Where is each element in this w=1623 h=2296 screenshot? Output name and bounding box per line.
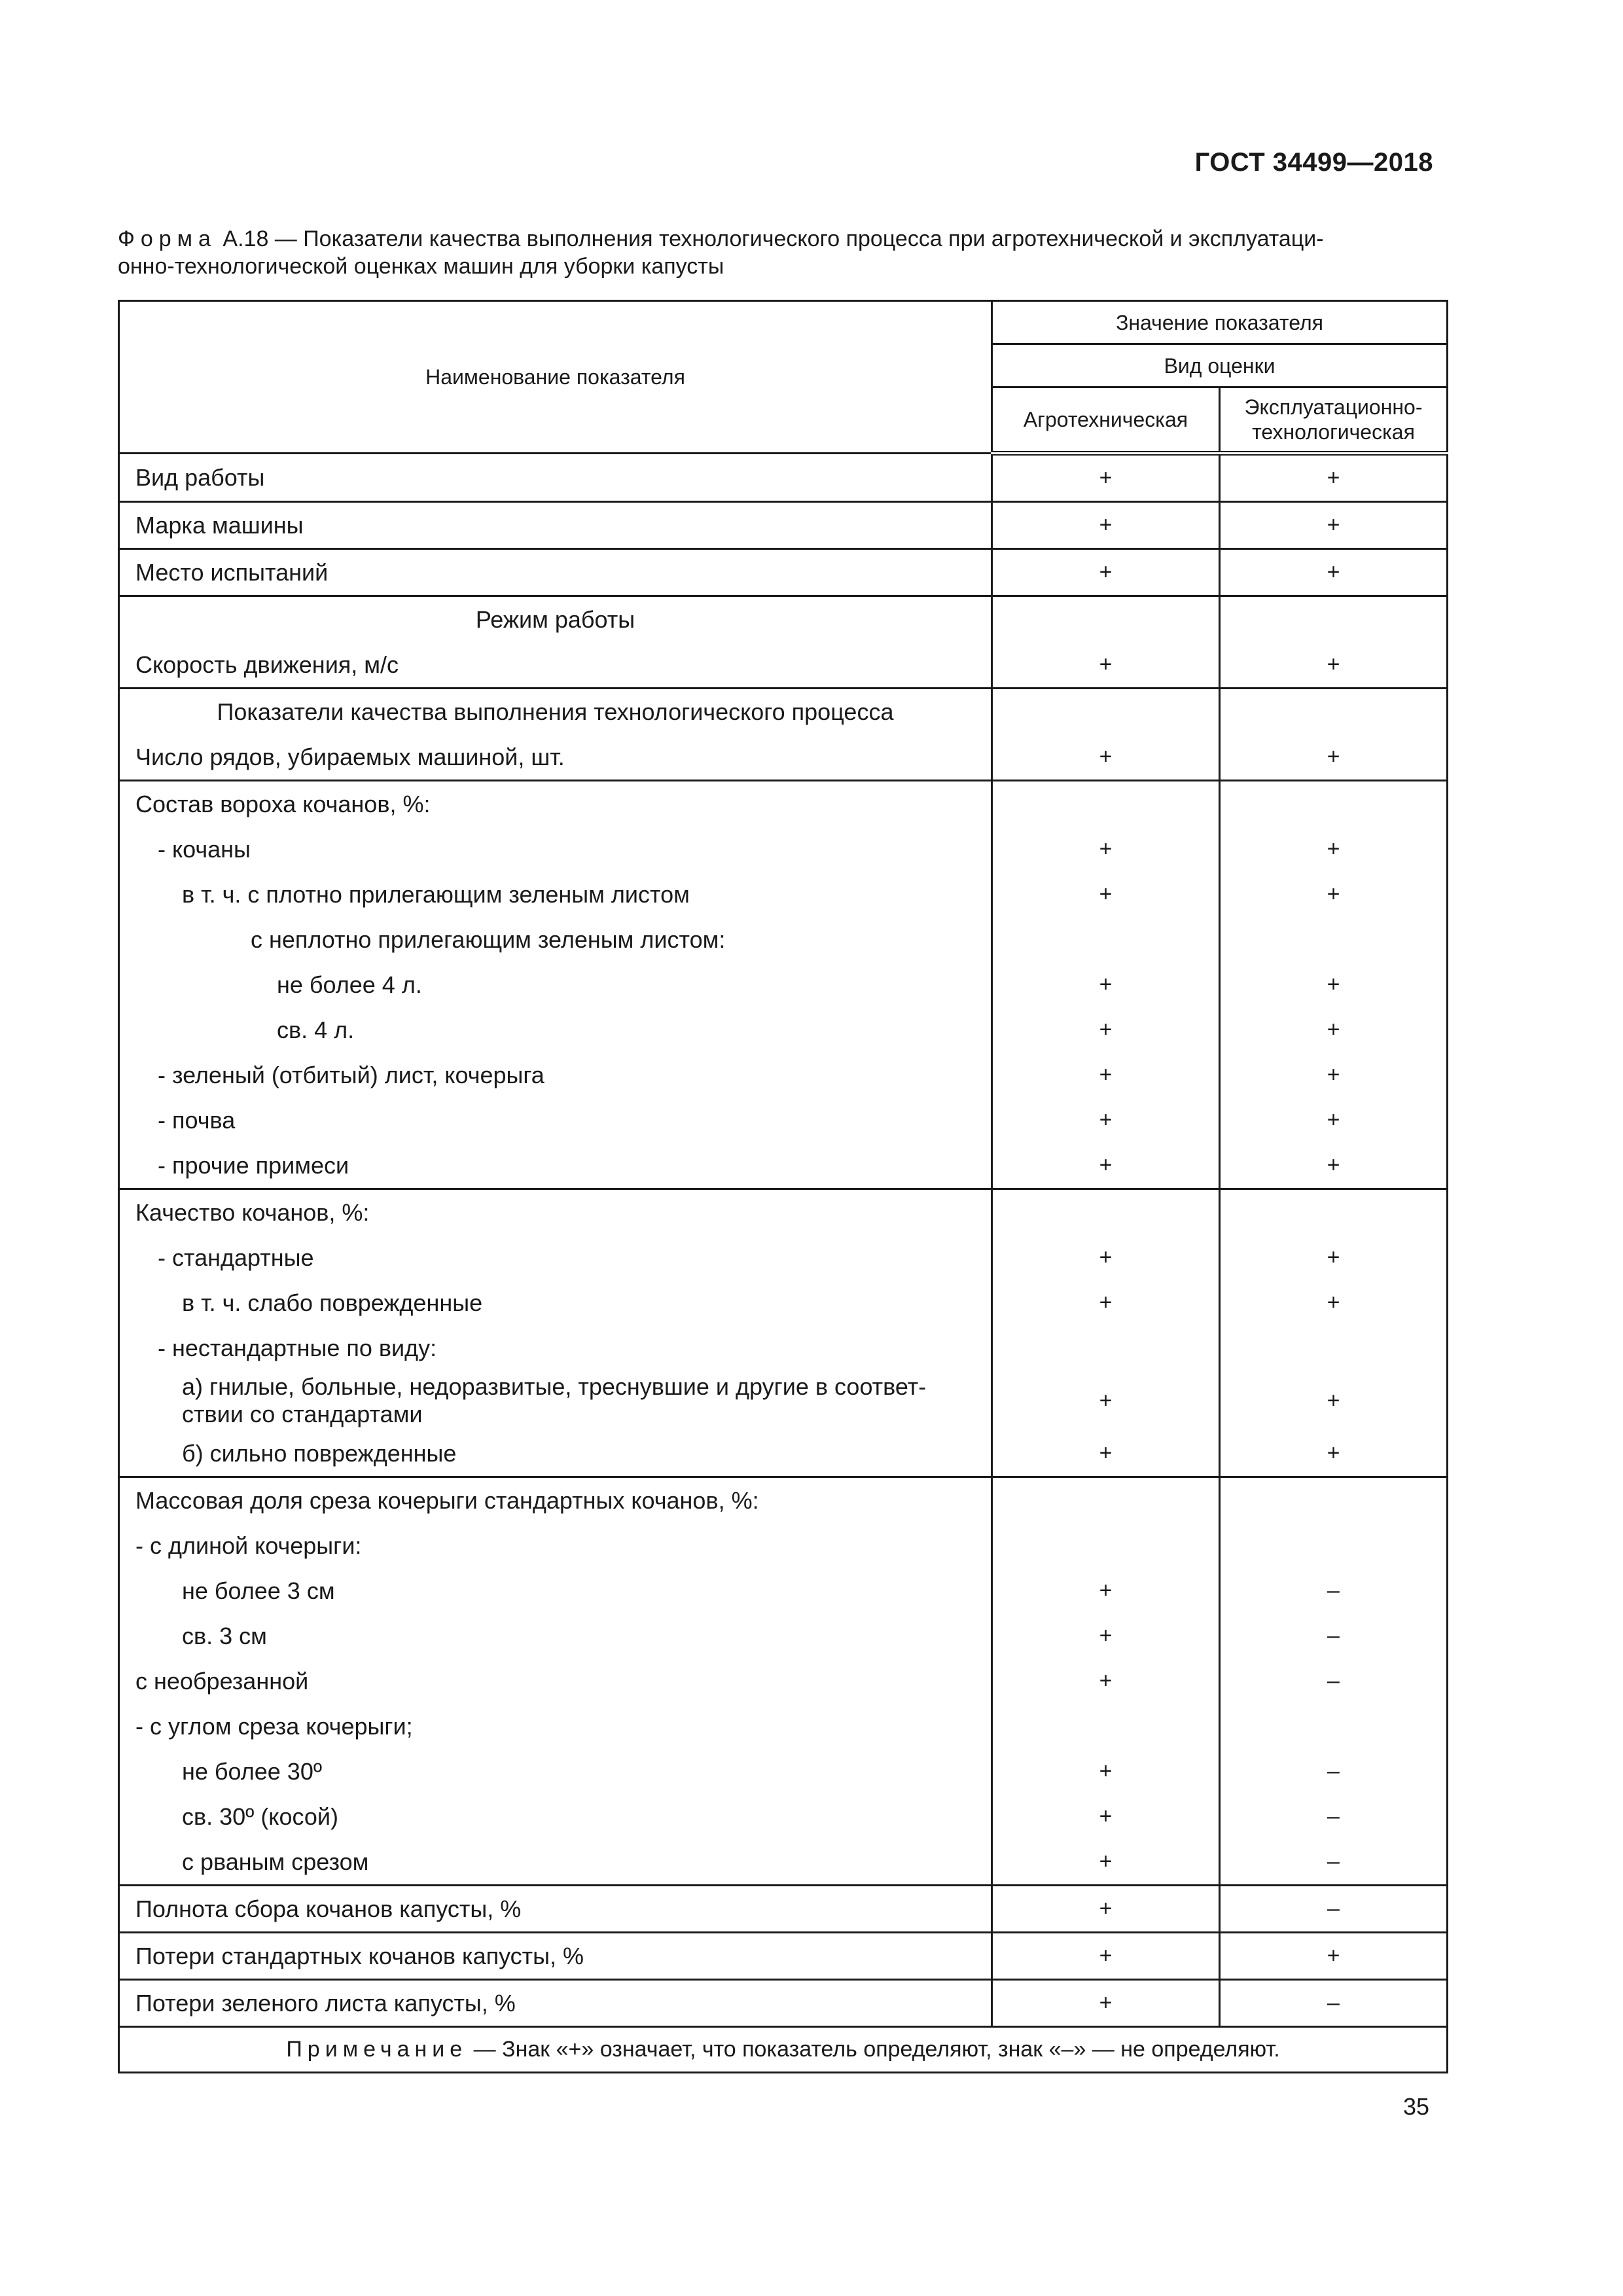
row-agro: +: [992, 642, 1220, 689]
document-code: ГОСТ 34499—2018: [1194, 148, 1433, 177]
row-agro: [992, 917, 1220, 962]
row-agro: +: [992, 502, 1220, 549]
table-row: [119, 1886, 1448, 1933]
row-name: Полнота сбора кочанов капусты, %: [119, 1886, 992, 1933]
row-expl: +: [1220, 1098, 1448, 1143]
row-agro: [992, 1189, 1220, 1236]
header-col-expl: [1220, 387, 1448, 454]
row-name: св. 4 л.: [119, 1007, 992, 1052]
table-row: [119, 1189, 1448, 1236]
table-note: [119, 2027, 1448, 2073]
section-heading: Показатели качества выполнения технологического процесса: [119, 689, 992, 735]
row-agro: +: [992, 1431, 1220, 1477]
table-row: [119, 1839, 1448, 1886]
row-agro: +: [992, 1933, 1220, 1980]
row-agro: +: [992, 1839, 1220, 1886]
table-row: [119, 642, 1448, 689]
table-row: [119, 827, 1448, 872]
table-row: [119, 1235, 1448, 1280]
caption-title: А.18 — Показатели качества выполнения технологического процесса при агротехнической и эксплуатаци-: [223, 226, 1324, 251]
row-agro: +: [992, 1568, 1220, 1613]
row-expl: +: [1220, 1933, 1448, 1980]
row-expl: [1220, 1704, 1448, 1749]
row-expl: +: [1220, 642, 1448, 689]
row-expl: +: [1220, 827, 1448, 872]
row-expl: +: [1220, 1371, 1448, 1431]
indicators-table: [118, 300, 1448, 2073]
row-agro: +: [992, 962, 1220, 1007]
section-heading: Режим работы: [119, 596, 992, 643]
row-name: с рваным срезом: [119, 1839, 992, 1886]
row-name-line2: ствии со стандартами: [182, 1401, 423, 1427]
row-expl: [1220, 781, 1448, 827]
form-caption: [118, 225, 1446, 280]
table-row: [119, 1568, 1448, 1613]
row-expl: –: [1220, 1794, 1448, 1839]
row-name: Массовая доля среза кочерыги стандартных кочанов, %:: [119, 1477, 992, 1524]
row-expl: [1220, 596, 1448, 643]
row-agro: [992, 596, 1220, 643]
table-row: [119, 917, 1448, 962]
row-name: в т. ч. слабо поврежденные: [119, 1280, 992, 1325]
table-row: [119, 1431, 1448, 1477]
row-name: - кочаны: [119, 827, 992, 872]
row-expl: [1220, 689, 1448, 735]
row-name: б) сильно поврежденные: [119, 1431, 992, 1477]
row-expl: –: [1220, 1613, 1448, 1659]
row-agro: +: [992, 1794, 1220, 1839]
row-agro: [992, 1325, 1220, 1371]
row-expl: +: [1220, 1143, 1448, 1189]
table-row: [119, 1749, 1448, 1794]
table-row: [119, 1477, 1448, 1524]
row-expl: –: [1220, 1568, 1448, 1613]
header-name-col: Наименование показателя: [119, 301, 992, 454]
caption-form-word: Форма: [118, 226, 217, 251]
table-row: [119, 1523, 1448, 1568]
row-expl: +: [1220, 872, 1448, 917]
table-row: [119, 872, 1448, 917]
row-agro: [992, 781, 1220, 827]
table-row: [119, 1098, 1448, 1143]
page-number: 35: [1402, 2093, 1429, 2120]
row-expl: –: [1220, 1980, 1448, 2027]
table-row: [119, 962, 1448, 1007]
row-name: - с углом среза кочерыги;: [119, 1704, 992, 1749]
table-row: [119, 454, 1448, 502]
row-agro: +: [992, 1749, 1220, 1794]
table-row: [119, 1371, 1448, 1431]
row-agro: [992, 1704, 1220, 1749]
table-row: [119, 1325, 1448, 1371]
row-name: - нестандартные по виду:: [119, 1325, 992, 1371]
row-name: [119, 1371, 992, 1431]
row-expl: +: [1220, 734, 1448, 781]
row-name: Потери стандартных кочанов капусты, %: [119, 1933, 992, 1980]
row-agro: +: [992, 1886, 1220, 1933]
table-row: [119, 734, 1448, 781]
row-agro: +: [992, 1613, 1220, 1659]
row-expl: –: [1220, 1839, 1448, 1886]
row-expl: +: [1220, 502, 1448, 549]
row-name: - зеленый (отбитый) лист, кочерыга: [119, 1052, 992, 1098]
row-name: не более 30º: [119, 1749, 992, 1794]
row-expl: –: [1220, 1886, 1448, 1933]
row-name: Скорость движения, м/с: [119, 642, 992, 689]
row-agro: +: [992, 1371, 1220, 1431]
row-name: с неплотно прилегающим зеленым листом:: [119, 917, 992, 962]
row-expl: –: [1220, 1659, 1448, 1704]
row-agro: +: [992, 1235, 1220, 1280]
row-expl: [1220, 1189, 1448, 1236]
row-expl: +: [1220, 1235, 1448, 1280]
header-col-expl-line1: Эксплуатационно-: [1244, 395, 1423, 419]
row-expl: [1220, 1325, 1448, 1371]
row-name: св. 3 см: [119, 1613, 992, 1659]
row-expl: +: [1220, 1052, 1448, 1098]
caption-title-line2: онно-технологической оценках машин для уборки капусты: [118, 254, 724, 279]
row-name: - прочие примеси: [119, 1143, 992, 1189]
note-row: [119, 2027, 1448, 2073]
row-expl: +: [1220, 549, 1448, 596]
table-row: [119, 1280, 1448, 1325]
row-agro: +: [992, 734, 1220, 781]
table-row: [119, 1143, 1448, 1189]
row-name: Марка машины: [119, 502, 992, 549]
note-word: Примечание: [286, 2037, 468, 2062]
table-row: [119, 596, 1448, 643]
table-row: [119, 1007, 1448, 1052]
row-name-line1: а) гнилые, больные, недоразвитые, треснувшие и другие в соответ-: [182, 1373, 927, 1400]
row-agro: +: [992, 1980, 1220, 2027]
row-agro: +: [992, 872, 1220, 917]
row-expl: +: [1220, 962, 1448, 1007]
table-row: [119, 1704, 1448, 1749]
table-row: [119, 1980, 1448, 2027]
row-expl: –: [1220, 1749, 1448, 1794]
row-agro: +: [992, 827, 1220, 872]
row-name: Качество кочанов, %:: [119, 1189, 992, 1236]
row-name: св. 30º (косой): [119, 1794, 992, 1839]
table-row: [119, 781, 1448, 827]
header-col-agro: Агротехническая: [992, 387, 1220, 454]
row-expl: [1220, 917, 1448, 962]
row-name: не более 3 см: [119, 1568, 992, 1613]
row-name: Состав вороха кочанов, %:: [119, 781, 992, 827]
row-name: - почва: [119, 1098, 992, 1143]
row-name: в т. ч. с плотно прилегающим зеленым листом: [119, 872, 992, 917]
table-row: [119, 1613, 1448, 1659]
row-agro: +: [992, 1659, 1220, 1704]
table-row: [119, 1052, 1448, 1098]
row-name: с необрезанной: [119, 1659, 992, 1704]
row-name: Число рядов, убираемых машиной, шт.: [119, 734, 992, 781]
row-name: не более 4 л.: [119, 962, 992, 1007]
row-expl: +: [1220, 1007, 1448, 1052]
row-agro: +: [992, 1007, 1220, 1052]
header-kind-group: Вид оценки: [992, 344, 1448, 387]
row-expl: +: [1220, 1280, 1448, 1325]
row-expl: [1220, 1477, 1448, 1524]
row-agro: +: [992, 454, 1220, 502]
row-agro: +: [992, 1098, 1220, 1143]
row-agro: [992, 1477, 1220, 1524]
header-col-expl-line2: технологическая: [1252, 420, 1415, 444]
table-row: [119, 1933, 1448, 1980]
table-row: [119, 1659, 1448, 1704]
table-row: [119, 1794, 1448, 1839]
table-row: [119, 549, 1448, 596]
row-agro: +: [992, 549, 1220, 596]
row-name: Вид работы: [119, 454, 992, 502]
row-expl: +: [1220, 1431, 1448, 1477]
row-expl: [1220, 1523, 1448, 1568]
row-agro: +: [992, 1143, 1220, 1189]
row-agro: +: [992, 1280, 1220, 1325]
row-name: - с длиной кочерыги:: [119, 1523, 992, 1568]
row-agro: [992, 1523, 1220, 1568]
table-row: [119, 502, 1448, 549]
note-text: — Знак «+» означает, что показатель определяют, знак «–» — не определяют.: [473, 2037, 1280, 2062]
header-value-group: Значение показателя: [992, 301, 1448, 344]
row-name: Потери зеленого листа капусты, %: [119, 1980, 992, 2027]
row-name: Место испытаний: [119, 549, 992, 596]
row-name: - стандартные: [119, 1235, 992, 1280]
row-expl: +: [1220, 454, 1448, 502]
table-row: [119, 689, 1448, 735]
row-agro: +: [992, 1052, 1220, 1098]
row-agro: [992, 689, 1220, 735]
